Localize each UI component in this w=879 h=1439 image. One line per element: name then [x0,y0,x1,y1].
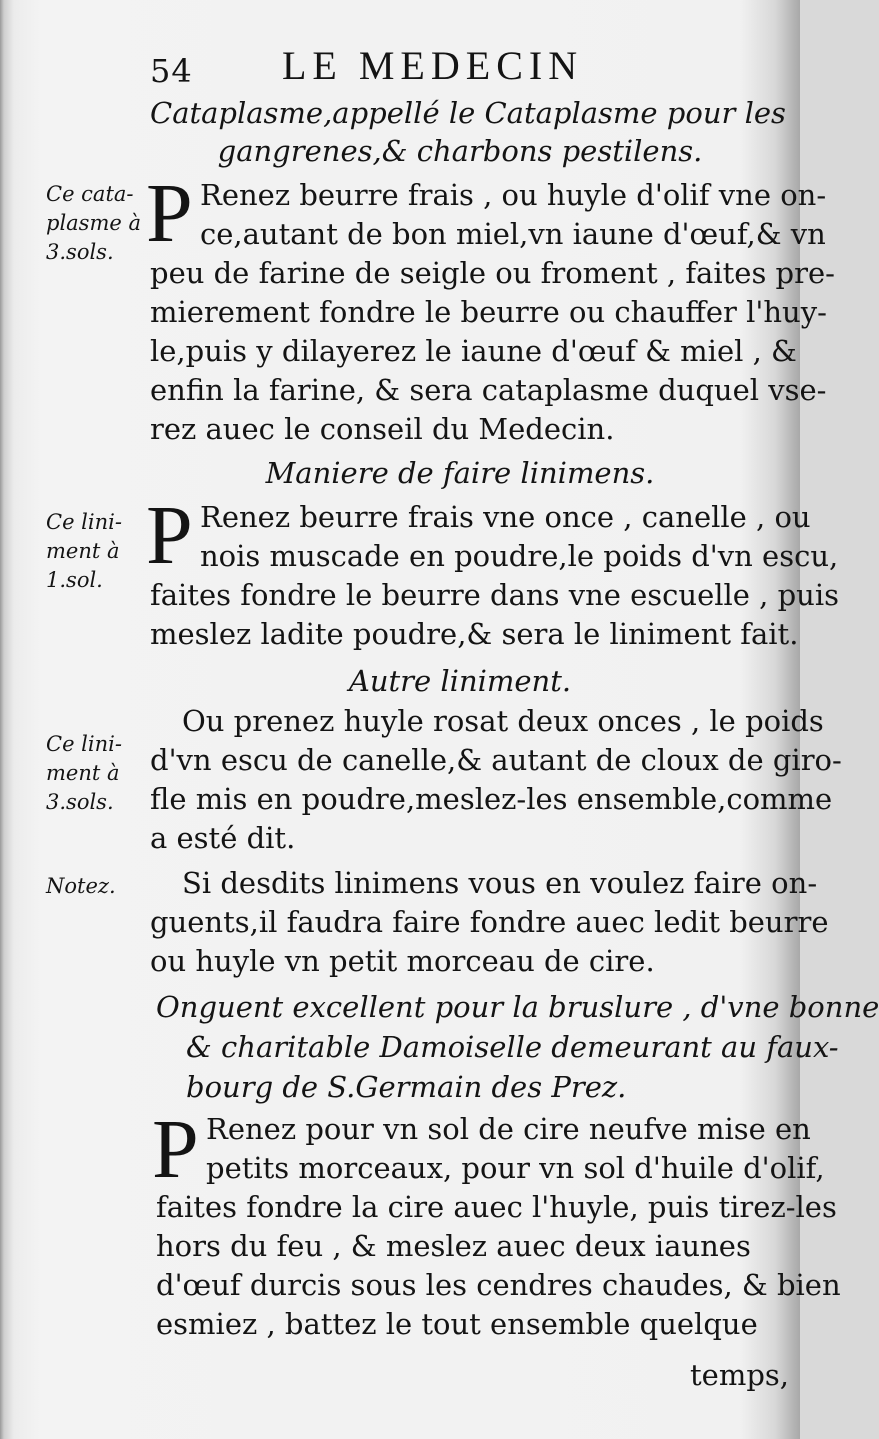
text-line: petits morceaux, pour vn sol d'huile d'olif, [206,1151,825,1185]
paragraph-onguent [156,1110,841,1344]
drop-cap: P [152,1103,199,1196]
page-number: 54 [150,52,193,90]
text-line: Renez pour vn sol de cire neufve mise en [206,1112,811,1146]
margin-line: 3.sols. [46,790,114,814]
text-line: esmiez , battez le tout ensemble quelque [156,1307,758,1341]
margin-line: 1.sol. [46,568,103,592]
section-heading-onguent-1: Onguent excellent pour la bruslure , d'vne bonne [156,990,879,1024]
section-heading-autre-liniment: Autre liniment. [348,664,572,698]
text-line: fle mis en poudre,meslez-les ensemble,comme [150,782,833,816]
paragraph-autre-liniment [150,702,842,858]
margin-line: ment à [46,761,120,785]
text-line: enfin la farine, & sera cataplasme duquel vse- [150,373,827,407]
margin-note-cataplasme [46,180,146,267]
margin-line: Ce cata- [46,182,134,206]
text-line: mierement fondre le beurre ou chauffer l'huy- [150,295,827,329]
text-line: Ou prenez huyle rosat deux onces , le poids [182,704,824,738]
margin-line: ment à [46,539,120,563]
paragraph-cataplasme [150,176,835,449]
text-line: hors du feu , & meslez auec deux iaunes [156,1229,751,1263]
paragraph-notez [150,864,829,981]
text-line: Si desdits linimens vous en voulez faire on- [182,866,818,900]
section-heading-cataplasme-2: gangrenes,& charbons pestilens. [217,134,703,168]
section-heading-onguent-3: bourg de S.Germain des Prez. [186,1070,627,1104]
text-line: guents,il faudra faire fondre auec ledit beurre [150,905,829,939]
section-heading-cataplasme-1: Cataplasme,appellé le Cataplasme pour les [150,96,786,130]
text-line: faites fondre le beurre dans vne escuelle , puis [150,578,840,612]
margin-note-liniment-1 [46,508,146,595]
text-line: meslez ladite poudre,& sera le liniment fait. [150,617,799,651]
section-heading-linimens: Maniere de faire linimens. [265,456,655,490]
margin-note-liniment-2 [46,730,146,817]
text-line: ce,autant de bon miel,vn iaune d'œuf,& vn [200,217,826,251]
text-line: le,puis y dilayerez le iaune d'œuf & miel , & [150,334,797,368]
margin-line: plasme à [46,211,141,235]
text-line: faites fondre la cire auec l'huyle, puis tirez-les [156,1190,837,1224]
paragraph-linimens [150,498,840,654]
running-title: LE MEDECIN [282,43,584,88]
text-line: rez auec le conseil du Medecin. [150,412,615,446]
margin-line: Ce lini- [46,510,122,534]
margin-note-notez: Notez. [46,874,116,898]
section-heading-onguent-2: & charitable Damoiselle demeurant au faux- [186,1030,839,1064]
margin-line: 3.sols. [46,240,114,264]
text-line: d'vn escu de canelle,& autant de cloux de giro- [150,743,842,777]
text-line: a esté dit. [150,821,296,855]
catchword: temps, [690,1358,789,1392]
text-line: d'œuf durcis sous les cendres chaudes, & bien [156,1268,841,1302]
text-line: Renez beurre frais vne once , canelle , ou [200,500,811,534]
text-line: nois muscade en poudre,le poids d'vn escu, [200,539,839,573]
page-header [0,38,800,98]
text-line: ou huyle vn petit morceau de cire. [150,944,655,978]
text-line: peu de farine de seigle ou froment , faites pre- [150,256,835,290]
text-line: Renez beurre frais , ou huyle d'olif vne on- [200,178,827,212]
margin-line: Ce lini- [46,732,122,756]
drop-cap: P [146,489,193,582]
drop-cap: P [146,167,193,260]
